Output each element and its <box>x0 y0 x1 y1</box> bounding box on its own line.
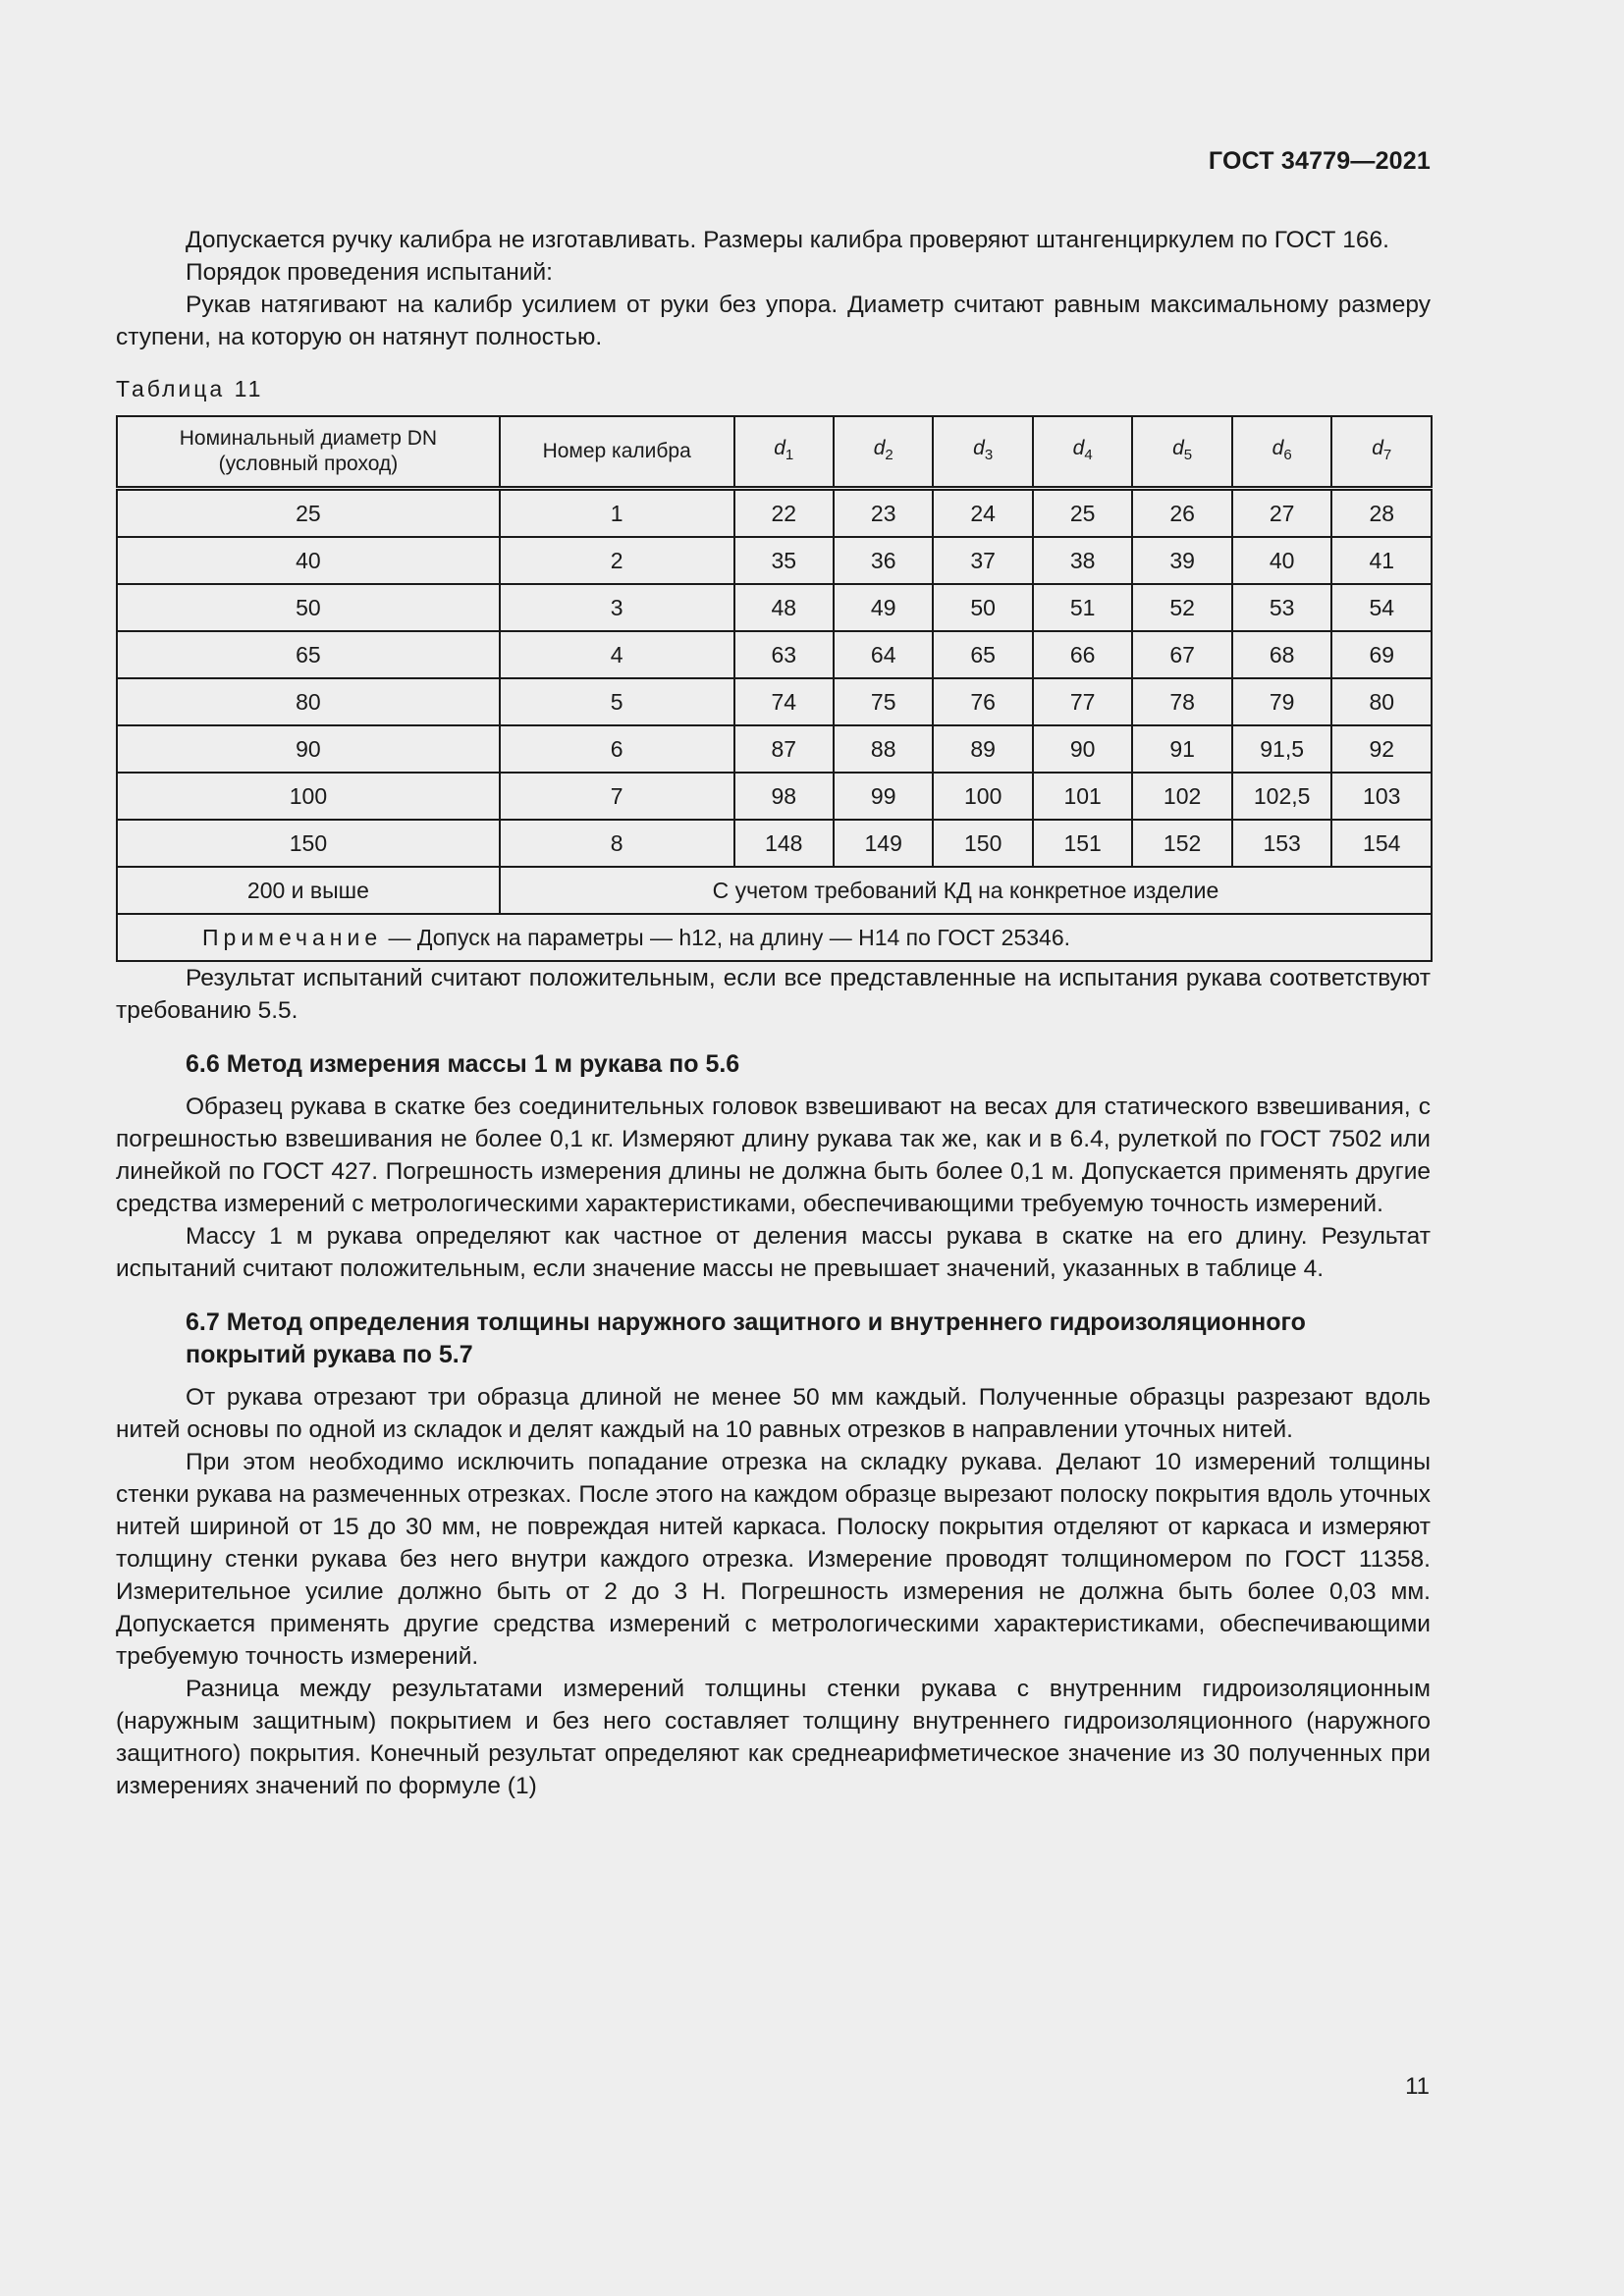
d-letter: d <box>1172 436 1184 459</box>
cell-d: 66 <box>1033 631 1132 678</box>
table-row <box>117 631 1432 678</box>
cell-d: 154 <box>1331 820 1432 867</box>
paragraph: Разница между результатами измерений толщины стенки рукава с внутренним гидроизоляционным (наружным защитным) покрытием и без него составляет толщину внутреннего гидроизоляционного (наружного защитного) покрытия. Конечный результат определяют как среднеарифметическое значение из 30 полученных при измерениях значений по формуле (1) <box>116 1676 1431 1799</box>
cell-d: 103 <box>1331 773 1432 820</box>
cell-d: 49 <box>834 584 933 631</box>
table-row <box>117 537 1432 584</box>
table-row <box>117 678 1432 725</box>
table-row-special <box>117 867 1432 914</box>
cell-gauge: 1 <box>500 489 734 538</box>
cell-d: 98 <box>734 773 834 820</box>
cell-gauge: 3 <box>500 584 734 631</box>
cell-gauge: 4 <box>500 631 734 678</box>
cell-d: 92 <box>1331 725 1432 773</box>
cell-d: 51 <box>1033 584 1132 631</box>
cell-d: 150 <box>933 820 1032 867</box>
header-d6 <box>1232 416 1332 489</box>
cell-d: 100 <box>933 773 1032 820</box>
table-row <box>117 773 1432 820</box>
d-letter: d <box>1372 436 1383 459</box>
header-d5 <box>1132 416 1231 489</box>
d-index: 2 <box>885 446 893 463</box>
cell-d: 91 <box>1132 725 1231 773</box>
section-heading-6-7: 6.7 Метод определения толщины наружного защитного и внутреннего гидроизоляционного покрытий рукава по 5.7 <box>186 1308 1306 1368</box>
cell-d: 54 <box>1331 584 1432 631</box>
cell-d: 37 <box>933 537 1032 584</box>
cell-d: 24 <box>933 489 1032 538</box>
cell-d: 63 <box>734 631 834 678</box>
cell-d: 99 <box>834 773 933 820</box>
cell-gauge: 7 <box>500 773 734 820</box>
cell-d: 35 <box>734 537 834 584</box>
table-row <box>117 489 1432 538</box>
d-index: 6 <box>1283 446 1292 463</box>
cell-d: 41 <box>1331 537 1432 584</box>
d-letter: d <box>873 436 886 459</box>
cell-dn: 65 <box>117 631 500 678</box>
cell-d: 40 <box>1232 537 1332 584</box>
d-index: 3 <box>984 446 994 463</box>
cell-d: 148 <box>734 820 834 867</box>
paragraph: Массу 1 м рукава определяют как частное от деления массы рукава в скатке на его длину. Результат испытаний считают положительным, если значение массы не превышает значений, указанных в таблице 4. <box>116 1223 1431 1282</box>
header-d4 <box>1033 416 1132 489</box>
cell-d: 23 <box>834 489 933 538</box>
cell-d: 27 <box>1232 489 1332 538</box>
cell-d: 75 <box>834 678 933 725</box>
cell-dn: 25 <box>117 489 500 538</box>
cell-d: 39 <box>1132 537 1231 584</box>
d-index: 1 <box>785 446 794 463</box>
cell-d: 78 <box>1132 678 1231 725</box>
cell-d: 89 <box>933 725 1032 773</box>
d-index: 7 <box>1382 446 1392 463</box>
cell-d: 53 <box>1232 584 1332 631</box>
table-row <box>117 725 1432 773</box>
cell-d: 90 <box>1033 725 1132 773</box>
paragraph: Результат испытаний считают положительным, если все представленные на испытания рукава соответствуют требованию 5.5. <box>116 965 1431 1024</box>
cell-d: 88 <box>834 725 933 773</box>
cell-d: 74 <box>734 678 834 725</box>
cell-d: 87 <box>734 725 834 773</box>
cell-d: 153 <box>1232 820 1332 867</box>
table-note <box>117 914 1432 961</box>
document-code: ГОСТ 34779—2021 <box>1208 147 1431 175</box>
page-content <box>116 224 1431 1802</box>
paragraph: Рукав натягивают на калибр усилием от руки без упора. Диаметр считают равным максимальному размеру ступени, на которую он натянут полностью. <box>116 292 1431 350</box>
cell-dn: 150 <box>117 820 500 867</box>
cell-d: 64 <box>834 631 933 678</box>
cell-d: 67 <box>1132 631 1231 678</box>
cell-d: 151 <box>1033 820 1132 867</box>
cell-d: 48 <box>734 584 834 631</box>
cell-d: 80 <box>1331 678 1432 725</box>
cell-special-text: С учетом требований КД на конкретное изделие <box>500 867 1432 914</box>
cell-d: 69 <box>1331 631 1432 678</box>
paragraph: От рукава отрезают три образца длиной не менее 50 мм каждый. Полученные образцы разрезают вдоль нитей основы по одной из складок и делят каждый на 10 равных отрезков в направлении уточных нитей. <box>116 1384 1431 1443</box>
cell-d: 91,5 <box>1232 725 1332 773</box>
table-header-row <box>117 416 1432 489</box>
table-caption: Таблица 11 <box>116 376 264 401</box>
header-dn-line2: (условный проход) <box>218 453 399 475</box>
cell-d: 149 <box>834 820 933 867</box>
note-text: — Допуск на параметры — h12, на длину — H14 по ГОСТ 25346. <box>382 924 1071 950</box>
paragraph: Допускается ручку калибра не изготавливать. Размеры калибра проверяют штангенциркулем по ГОСТ 166. <box>186 227 1389 253</box>
cell-dn: 50 <box>117 584 500 631</box>
d-index: 5 <box>1183 446 1193 463</box>
header-d2 <box>834 416 933 489</box>
d-index: 4 <box>1084 446 1093 463</box>
cell-d: 50 <box>933 584 1032 631</box>
cell-d: 38 <box>1033 537 1132 584</box>
cell-d: 79 <box>1232 678 1332 725</box>
cell-d: 101 <box>1033 773 1132 820</box>
cell-gauge: 8 <box>500 820 734 867</box>
header-d1 <box>734 416 834 489</box>
d-letter: d <box>1072 436 1085 459</box>
cell-d: 77 <box>1033 678 1132 725</box>
cell-d: 25 <box>1033 489 1132 538</box>
cell-d: 152 <box>1132 820 1231 867</box>
cell-dn: 90 <box>117 725 500 773</box>
cell-dn: 100 <box>117 773 500 820</box>
d-letter: d <box>973 436 985 459</box>
paragraph: Порядок проведения испытаний: <box>186 259 553 286</box>
paragraph: Образец рукава в скатке без соединительных головок взвешивают на весах для статического взвешивания, с погрешностью взвешивания не более 0,1 кг. Измеряют длину рукава так же, как и в 6.4, рулеткой по ГОСТ 7502 или линейкой по ГОСТ 427. Погрешность измерения длины не должна быть более 0,1 м. Допускается применять другие средства измерений с метрологическими характеристиками, обеспечивающими требуемую точность измерений. <box>116 1094 1431 1217</box>
cell-dn: 200 и выше <box>117 867 500 914</box>
header-d3 <box>933 416 1032 489</box>
section-heading-6-6: 6.6 Метод измерения массы 1 м рукава по 5.6 <box>186 1050 740 1078</box>
page-number: 11 <box>1405 2073 1430 2100</box>
cell-d: 65 <box>933 631 1032 678</box>
cell-gauge: 6 <box>500 725 734 773</box>
cell-gauge: 2 <box>500 537 734 584</box>
cell-dn: 80 <box>117 678 500 725</box>
paragraph: При этом необходимо исключить попадание отрезка на складку рукава. Делают 10 измерений толщины стенки рукава на размеченных отрезках. После этого на каждом образце вырезают полоску покрытия вдоль уточных нитей шириной от 15 до 30 мм, не повреждая нитей каркаса. Полоску покрытия отделяют от каркаса и измеряют толщину стенки рукава без него внутри каждого отрезка. Измерение проводят толщиномером по ГОСТ 11358. Измерительное усилие должно быть от 2 до 3 Н. Погрешность измерения не должна быть более 0,03 мм. Допускается применять другие средства измерений с метрологическими характеристиками, обеспечивающими требуемую точность измерений. <box>116 1449 1431 1670</box>
header-d7 <box>1331 416 1432 489</box>
header-dn-line1: Номинальный диаметр DN <box>179 427 438 450</box>
d-letter: d <box>774 436 785 459</box>
cell-d: 76 <box>933 678 1032 725</box>
cell-d: 102,5 <box>1232 773 1332 820</box>
gauge-table <box>116 415 1433 962</box>
cell-d: 26 <box>1132 489 1231 538</box>
cell-d: 102 <box>1132 773 1231 820</box>
d-letter: d <box>1272 436 1284 459</box>
header-dn <box>117 416 500 489</box>
table-row <box>117 820 1432 867</box>
cell-d: 36 <box>834 537 933 584</box>
cell-d: 68 <box>1232 631 1332 678</box>
cell-gauge: 5 <box>500 678 734 725</box>
cell-dn: 40 <box>117 537 500 584</box>
note-label: Примечание <box>202 924 383 950</box>
table-note-row <box>117 914 1432 961</box>
cell-d: 52 <box>1132 584 1231 631</box>
cell-d: 28 <box>1331 489 1432 538</box>
table-row <box>117 584 1432 631</box>
header-gauge-number: Номер калибра <box>500 416 734 489</box>
cell-d: 22 <box>734 489 834 538</box>
